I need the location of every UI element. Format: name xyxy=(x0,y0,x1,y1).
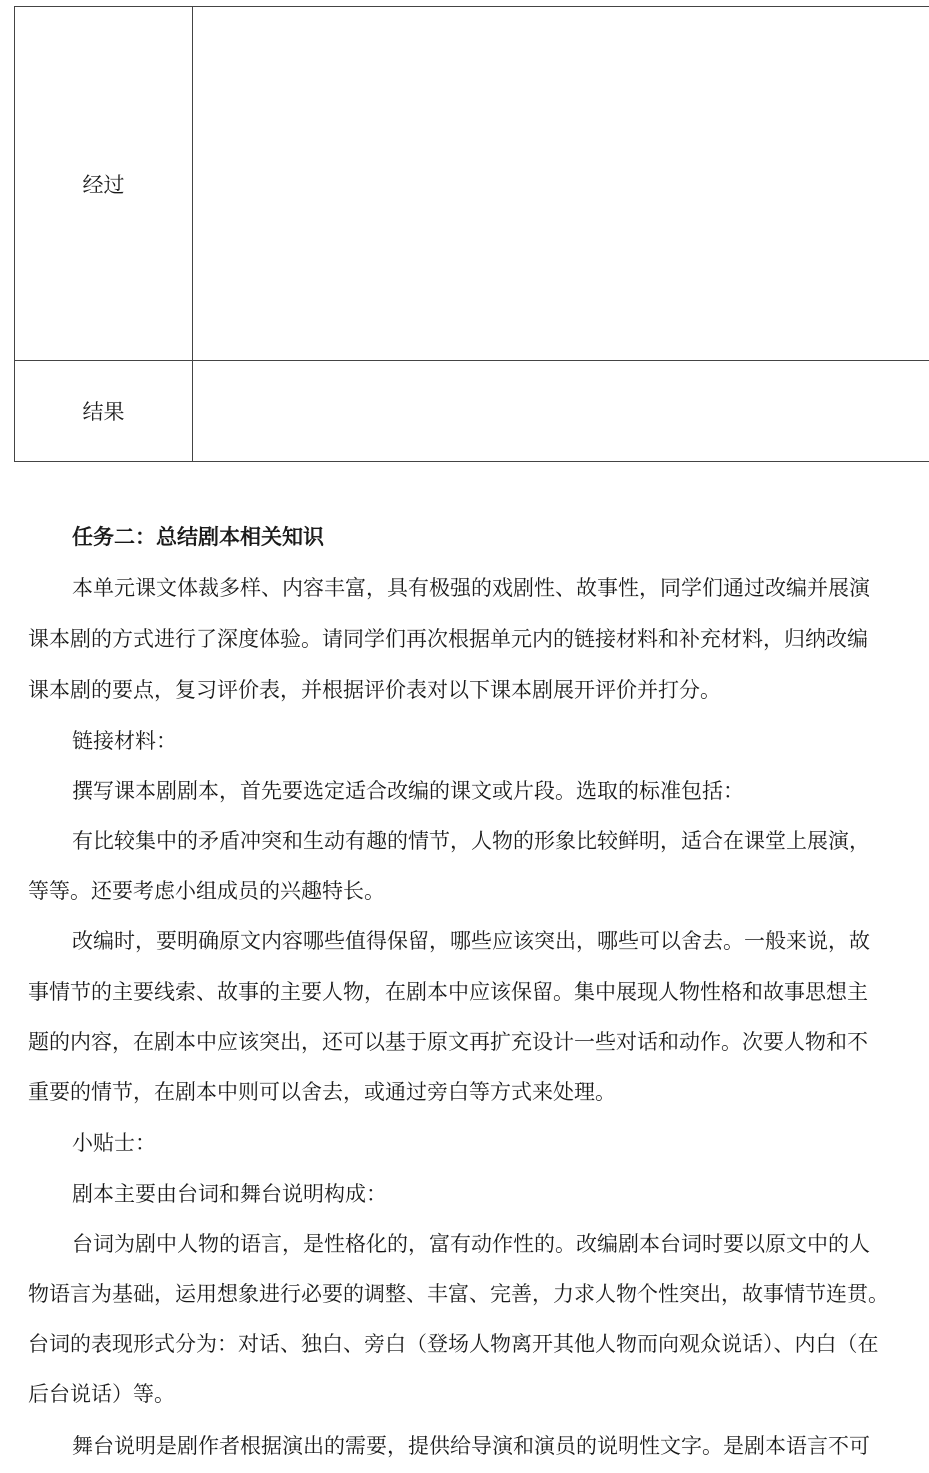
link-title: 链接材料： xyxy=(72,729,177,753)
intro-line-1: 本单元课文体裁多样、内容丰富，具有极强的戏剧性、故事性，同学们通过改编并展演 xyxy=(72,576,870,600)
table-row-process xyxy=(15,7,929,361)
tips-title: 小贴士： xyxy=(72,1131,156,1155)
row-cell-process xyxy=(193,7,929,360)
table-row-result xyxy=(15,361,929,461)
tips-p2-line-4: 后台说话）等。 xyxy=(28,1382,175,1406)
intro-line-3: 课本剧的要点，复习评价表，并根据评价表对以下课本剧展开评价并打分。 xyxy=(28,678,721,702)
tips-paragraph-3: 舞台说明是剧作者根据演出的需要，提供给导演和演员的说明性文字。是剧本语言不可 xyxy=(72,1434,870,1458)
intro-line-2: 课本剧的方式进行了深度体验。请同学们再次根据单元内的链接材料和补充材料，归纳改编 xyxy=(28,627,868,651)
tips-p2-line-1: 台词为剧中人物的语言，是性格化的，富有动作性的。改编剧本台词时要以原文中的人 xyxy=(72,1232,870,1256)
link-p3-line-4: 重要的情节，在剧本中则可以舍去，或通过旁白等方式来处理。 xyxy=(28,1080,616,1104)
link-p3-line-2: 事情节的主要线索、故事的主要人物，在剧本中应该保留。集中展现人物性格和故事思想主 xyxy=(28,980,868,1004)
tips-paragraph-1: 剧本主要由台词和舞台说明构成： xyxy=(72,1182,387,1206)
link-p3-line-1: 改编时，要明确原文内容哪些值得保留，哪些应该突出，哪些可以舍去。一般来说，故 xyxy=(72,929,870,953)
row-label-result: 结果 xyxy=(82,400,125,424)
link-p3-line-3: 题的内容，在剧本中应该突出，还可以基于原文再扩充设计一些对话和动作。次要人物和不 xyxy=(28,1030,868,1054)
row-cell-result xyxy=(193,361,929,461)
story-table xyxy=(14,6,929,462)
task-heading: 任务二：总结剧本相关知识 xyxy=(72,524,324,549)
link-p2-line-2: 等等。还要考虑小组成员的兴趣特长。 xyxy=(28,879,385,903)
link-p2-line-1: 有比较集中的矛盾冲突和生动有趣的情节，人物的形象比较鲜明，适合在课堂上展演， xyxy=(72,829,870,853)
tips-p2-line-3: 台词的表现形式分为：对话、独白、旁白（登场人物离开其他人物而向观众说话）、内白（在 xyxy=(28,1332,879,1356)
link-paragraph-1: 撰写课本剧剧本，首先要选定适合改编的课文或片段。选取的标准包括： xyxy=(72,779,744,803)
column-divider xyxy=(192,7,193,461)
tips-p2-line-2: 物语言为基础，运用想象进行必要的调整、丰富、完善，力求人物个性突出，故事情节连贯。 xyxy=(28,1282,889,1306)
row-label-process: 经过 xyxy=(82,172,125,197)
